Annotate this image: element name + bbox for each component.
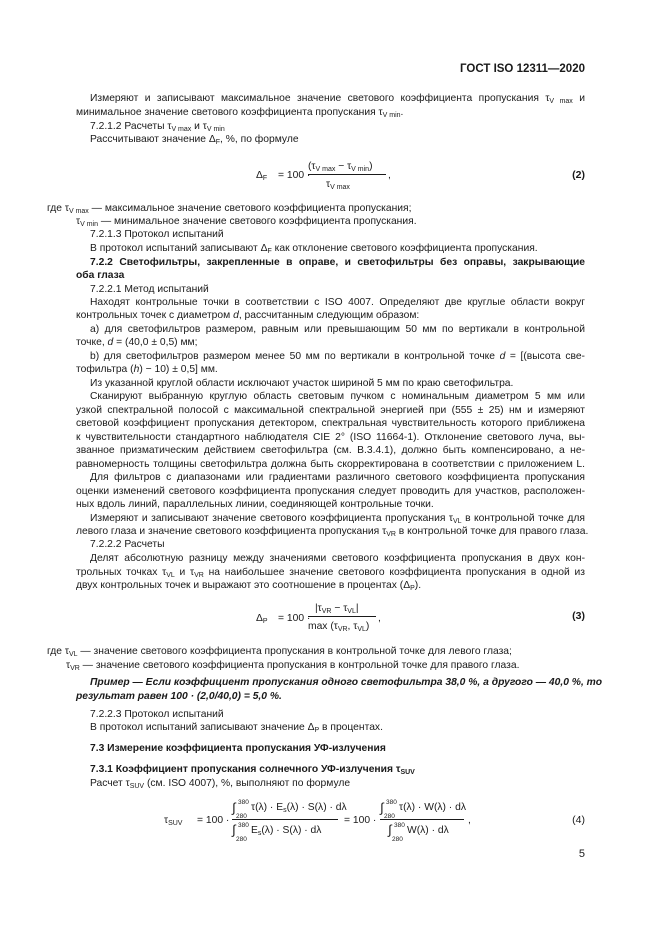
text-line: к чувствительности стандартного наблюдателя CIE 2° (ISO 11664-1). Отклонение светового луча, вы- bbox=[76, 432, 585, 443]
text-line: Сканируют выбранную круглую область световым пучком с номинальным диаметром 5 мм или bbox=[90, 391, 585, 402]
text-line: Измеряют и записывают максимальное значение светового коэффициента пропускания $\tau_{V max}$ и bbox=[90, 93, 585, 105]
list-item: a) для светофильтров размером, равным или превышающим 50 мм по вертикали в контрольной bbox=[90, 324, 585, 335]
text-line: В протокол испытаний записывают $\Delta_F$ как отклонение светового коэффициента пропускания. bbox=[90, 243, 538, 255]
text-line: В протокол испытаний записывают значение $\Delta_P$ в процентах. bbox=[90, 722, 383, 734]
section-heading: 7.2.2 Светофильтры, закрепленные в оправе, и светофильтры без оправы, закрывающие bbox=[90, 257, 585, 268]
subsection-heading: 7.2.2.2 Расчеты bbox=[90, 539, 165, 550]
text-line: $\tau_{V min}$ — минимальное значение светового коэффициента пропускания. bbox=[76, 216, 417, 228]
text-line: световой коэффициент пропускания детектором, спектральная чувствительность которого приближена bbox=[76, 418, 585, 429]
equation-number: (2) bbox=[572, 169, 585, 181]
text-line: Из указанной круглой области исключают участок шириной 5 мм по краю светофильтра. bbox=[90, 378, 514, 389]
section-heading: оба глаза bbox=[76, 270, 125, 281]
fraction-bar bbox=[380, 819, 464, 820]
text-line: Измеряют и записывают значение светового коэффициента пропускания $\tau_{VL}$ в контрольной точке для bbox=[90, 513, 585, 525]
example-line: Пример — Если коэффициент пропускания одного светофильтра 38,0 %, а другого — 40,0 %, то bbox=[90, 677, 602, 688]
text-line: Рассчитывают значение $\Delta_F$, %, по формуле bbox=[90, 134, 299, 146]
text-line: контрольных точек с диаметром d, рассчитанным следующим образом: bbox=[76, 310, 420, 321]
text-line: оценки изменений светового коэффициента пропускания следует проводить для участков, расположен- bbox=[76, 486, 585, 497]
text-line: трольных точках $\tau_{VL}$ и $\tau_{VR}$ на наибольшее значение светового коэффициента пропускания в одной из bbox=[76, 567, 586, 579]
text-line: минимальное значение светового коэффициента пропускания $\tau_{V min}$. bbox=[76, 107, 404, 119]
formula-3: $\Delta_P$ = 100 · $|\tau_{VR} - \tau_{VL}|$ $\max (\tau_{VR}$, $\tau_{VL}$) , (3) bbox=[256, 603, 585, 633]
list-item: b) для светофильтров размером менее 50 мм по вертикали в контрольной точке d = [(высота све- bbox=[90, 351, 585, 362]
document-header: ГОСТ ISO 12311—2020 bbox=[460, 63, 585, 75]
subsection-heading: 7.2.1.3 Протокол испытаний bbox=[90, 229, 224, 240]
fraction-bar bbox=[308, 616, 376, 617]
formula-4: $\tau_{SUV}$ = 100 · ∫ 380 280 $\tau(\lambda) \cdot E_s(\lambda) \cdot S(\lambda) \cdot d\lambda$ ∫ 380 280 $E_s(\lambda) \cdot S(\lambda) \cdot d\lambda$ = 100 · ∫ 380 280 τ(λ) · W(λ) · dλ ∫ 380 280 W(λ) · dλ , (4) bbox=[164, 799, 585, 843]
subsection-heading: 7.2.2.1 Метод испытаний bbox=[90, 284, 209, 295]
text-line: левого глаза и значение светового коэффициента пропускания $\tau_{VR}$ в контрольной точке для правого глаза. bbox=[76, 526, 589, 538]
text-line: ных вдоль линий, параллельных линии, соединяющей контрольные точки. bbox=[76, 499, 434, 510]
subsection-heading: 7.2.2.3 Протокол испытаний bbox=[90, 709, 224, 720]
list-item: тофильтра (h) − 10) ± 0,5] мм. bbox=[76, 364, 218, 375]
text-line: двух контрольных точек и выражают это соотношение в процентах $(\Delta_P)$. bbox=[76, 580, 422, 592]
text-line: где $\tau_{VL}$ — значение светового коэффициента пропускания в контрольной точке для левого глаза; bbox=[47, 646, 512, 658]
text-line: $\tau_{VR}$ — значение светового коэффициента пропускания в контрольной точке для правого глаза. bbox=[66, 660, 520, 672]
equation-number: (4) bbox=[572, 814, 585, 826]
text-line: равномерность толщины светофильтра должна быть скорректирована в соответствии с приложением L. bbox=[76, 459, 585, 470]
equation-number: (3) bbox=[572, 610, 585, 622]
subsection-heading: 7.2.1.2 Расчеты $\tau_{V max}$ и $\tau_{V min}$ bbox=[90, 121, 225, 133]
formula-2: $\Delta_F$ = 100 · $(\tau_{V max} - \tau_{V min})$ $\tau_{V max}$ , (2) bbox=[256, 161, 585, 191]
list-item: точке, d = (40,0 ± 0,5) мм; bbox=[76, 337, 198, 348]
fraction-bar bbox=[308, 174, 386, 175]
section-heading: 7.3 Измерение коэффициента пропускания УФ-излучения bbox=[90, 743, 386, 754]
text-line: Находят контрольные точки в соответствии с ISO 4007. Определяют две круглые области вокруг bbox=[90, 297, 585, 308]
section-heading: 7.3.1 Коэффициент пропускания солнечного УФ-излучения $\tau_{SUV}$ bbox=[90, 764, 415, 776]
example-line: результат равен 100 · (2,0/40,0) = 5,0 %. bbox=[76, 691, 282, 702]
text-line: узкой спектральной полосой с максимальной спектральной энергией при (555 ± 25) нм и измеряют bbox=[76, 405, 585, 416]
page-number: 5 bbox=[578, 848, 585, 860]
text-line: где $\tau_{V max}$ — максимальное значение светового коэффициента пропускания; bbox=[47, 203, 412, 215]
text-line: званное призматическим действием светофильтра (см. B.3.4.1), должно быть компенсировано, а не- bbox=[76, 445, 585, 456]
text-line: Для фильтров с диапазонами или градиентами различного светового коэффициента пропускания bbox=[90, 472, 585, 483]
text-line: Делят абсолютную разницу между значениями светового коэффициента пропускания в двух кон- bbox=[90, 553, 585, 564]
text-line: Расчет $\tau_{SUV}$ (см. ISO 4007), %, выполняют по формуле bbox=[90, 778, 351, 790]
